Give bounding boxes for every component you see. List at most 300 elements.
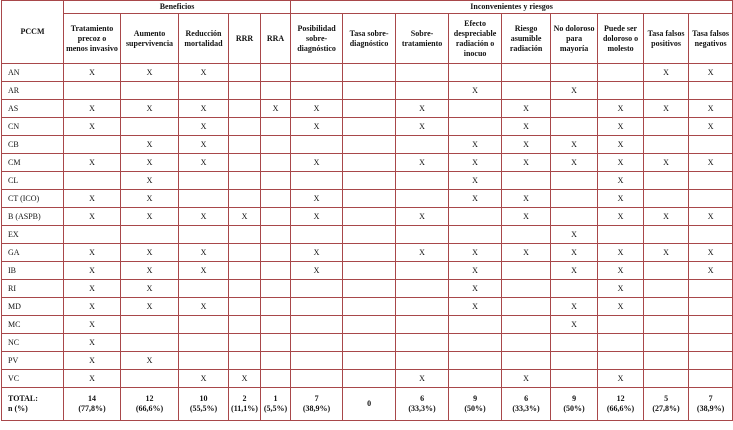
table-row: [2, 190, 733, 208]
table-cell: [343, 136, 396, 154]
table-cell: [343, 226, 396, 244]
table-cell: [343, 172, 396, 190]
table-cell: [689, 316, 733, 334]
table-cell: X: [449, 262, 502, 280]
table-cell: [343, 370, 396, 388]
table-cell: X: [502, 190, 551, 208]
table-cell: [449, 334, 502, 352]
table-cell: X: [502, 244, 551, 262]
table-cell: X: [551, 136, 598, 154]
total-count: 12: [616, 394, 625, 403]
table-cell: [644, 262, 689, 280]
table-cell: [644, 172, 689, 190]
table-cell: X: [689, 64, 733, 82]
table-cell: [64, 82, 121, 100]
table-cell: X: [64, 190, 121, 208]
table-cell: X: [598, 190, 644, 208]
table-cell: X: [551, 226, 598, 244]
total-row: [2, 388, 733, 421]
table-row: [2, 118, 733, 136]
row-label: NC: [2, 334, 64, 352]
table-cell: X: [449, 190, 502, 208]
table-cell: [343, 190, 396, 208]
table-cell: X: [64, 352, 121, 370]
risks-group-header: Inconvenientes y riesgos: [291, 1, 733, 14]
table-cell: [644, 298, 689, 316]
table-cell: X: [449, 136, 502, 154]
table-cell: [689, 136, 733, 154]
table-cell: X: [502, 370, 551, 388]
table-cell: [261, 244, 291, 262]
table-cell: [502, 172, 551, 190]
table-cell: [551, 352, 598, 370]
table-cell: [689, 280, 733, 298]
table-cell: X: [179, 100, 229, 118]
table-cell: X: [551, 262, 598, 280]
row-label: PV: [2, 352, 64, 370]
table-cell: X: [291, 262, 343, 280]
table-cell: [502, 280, 551, 298]
table-cell: X: [64, 118, 121, 136]
pccm-table: [1, 0, 733, 421]
total-percent: (38,9%): [696, 404, 725, 413]
table-cell: X: [551, 154, 598, 172]
table-cell: [502, 82, 551, 100]
table-cell: [502, 262, 551, 280]
table-cell: X: [121, 64, 179, 82]
column-header: Tasa falsos negativos: [689, 14, 733, 64]
table-cell: [396, 334, 449, 352]
table-cell: [291, 370, 343, 388]
total-percent: (66,6%): [606, 404, 635, 413]
table-cell: [449, 208, 502, 226]
table-cell: X: [689, 262, 733, 280]
table-cell: [343, 82, 396, 100]
table-cell: X: [598, 298, 644, 316]
table-cell: X: [449, 82, 502, 100]
table-cell: [644, 136, 689, 154]
table-cell: X: [121, 190, 179, 208]
total-cell: [598, 388, 644, 421]
table-cell: [689, 352, 733, 370]
table-cell: [644, 82, 689, 100]
table-cell: [502, 352, 551, 370]
table-cell: X: [121, 172, 179, 190]
table-cell: X: [179, 244, 229, 262]
total-count: 14: [88, 394, 96, 403]
table-cell: X: [64, 100, 121, 118]
table-cell: [343, 352, 396, 370]
table-cell: X: [396, 244, 449, 262]
table-cell: [291, 136, 343, 154]
table-cell: X: [64, 370, 121, 388]
total-cell: [261, 388, 291, 421]
total-cell: [343, 388, 396, 421]
row-label: GA: [2, 244, 64, 262]
table-cell: [229, 154, 261, 172]
column-header: RRR: [229, 14, 261, 64]
table-cell: X: [64, 334, 121, 352]
table-cell: X: [449, 244, 502, 262]
row-label: AR: [2, 82, 64, 100]
table-cell: X: [598, 280, 644, 298]
table-cell: X: [449, 172, 502, 190]
table-cell: X: [598, 136, 644, 154]
table-cell: X: [551, 82, 598, 100]
table-cell: [689, 226, 733, 244]
table-cell: [689, 82, 733, 100]
table-cell: [291, 82, 343, 100]
table-cell: X: [179, 136, 229, 154]
table-cell: [121, 226, 179, 244]
table-row: [2, 334, 733, 352]
total-count: 10: [199, 394, 208, 403]
table-cell: [689, 370, 733, 388]
table-cell: [343, 244, 396, 262]
total-cell: [179, 388, 229, 421]
table-cell: X: [598, 244, 644, 262]
table-cell: [229, 244, 261, 262]
table-cell: X: [64, 64, 121, 82]
table-cell: X: [644, 64, 689, 82]
table-cell: X: [689, 100, 733, 118]
table-cell: [644, 118, 689, 136]
table-cell: X: [64, 208, 121, 226]
table-cell: [449, 370, 502, 388]
table-cell: X: [64, 262, 121, 280]
table-cell: [689, 298, 733, 316]
total-percent: (55,5%): [189, 404, 218, 413]
total-label-line1: TOTAL:: [8, 394, 38, 403]
table-cell: [179, 82, 229, 100]
table-cell: [229, 100, 261, 118]
table-row: [2, 172, 733, 190]
table-cell: [343, 280, 396, 298]
table-cell: [291, 280, 343, 298]
table-cell: [598, 64, 644, 82]
table-cell: [261, 154, 291, 172]
table-cell: X: [64, 154, 121, 172]
column-header: Efecto despreciable radiación o inocuo: [449, 14, 502, 64]
table-cell: [449, 118, 502, 136]
table-cell: [179, 280, 229, 298]
table-cell: [598, 82, 644, 100]
table-cell: X: [449, 280, 502, 298]
total-cell: [64, 388, 121, 421]
table-cell: X: [689, 244, 733, 262]
table-row: [2, 226, 733, 244]
table-cell: [229, 262, 261, 280]
total-cell: [121, 388, 179, 421]
column-header: RRA: [261, 14, 291, 64]
table-cell: X: [261, 100, 291, 118]
table-cell: [291, 172, 343, 190]
column-header: Reducción mortalidad: [179, 14, 229, 64]
total-cell: [229, 388, 261, 421]
table-cell: [551, 64, 598, 82]
table-cell: [229, 334, 261, 352]
table-cell: [229, 172, 261, 190]
table-cell: X: [64, 244, 121, 262]
row-label: CT (ICO): [2, 190, 64, 208]
row-label: EX: [2, 226, 64, 244]
table-cell: X: [179, 64, 229, 82]
table-cell: X: [598, 262, 644, 280]
table-cell: [261, 190, 291, 208]
table-cell: [396, 64, 449, 82]
row-label: CM: [2, 154, 64, 172]
column-header: Puede ser doloroso o molesto: [598, 14, 644, 64]
table-cell: [644, 352, 689, 370]
table-cell: [449, 226, 502, 244]
benefits-group-header: Beneficios: [64, 1, 291, 14]
table-cell: [396, 352, 449, 370]
table-cell: [598, 352, 644, 370]
table-cell: [449, 316, 502, 334]
total-cell: [644, 388, 689, 421]
table-cell: X: [644, 244, 689, 262]
total-percent: (33,3%): [408, 404, 436, 413]
table-cell: [343, 100, 396, 118]
table-cell: X: [121, 298, 179, 316]
table-cell: [261, 280, 291, 298]
table-cell: X: [121, 244, 179, 262]
total-percent: (50%): [563, 404, 585, 413]
column-header: Tasa sobre-diagnóstico: [343, 14, 396, 64]
table-cell: [261, 370, 291, 388]
total-percent: (5,5%): [263, 404, 288, 413]
table-cell: X: [396, 208, 449, 226]
table-cell: [261, 334, 291, 352]
table-cell: [261, 208, 291, 226]
column-header: Sobre-tratamiento: [396, 14, 449, 64]
table-cell: X: [551, 244, 598, 262]
row-label: IB: [2, 262, 64, 280]
pccm-header: PCCM: [2, 1, 64, 64]
table-cell: X: [598, 172, 644, 190]
table-row: [2, 208, 733, 226]
table-cell: [261, 352, 291, 370]
table-cell: [261, 172, 291, 190]
table-cell: X: [502, 118, 551, 136]
table-cell: [343, 208, 396, 226]
column-header: Riesgo asumible radiación: [502, 14, 551, 64]
row-label: AS: [2, 100, 64, 118]
table-row: [2, 370, 733, 388]
table-cell: [229, 82, 261, 100]
table-cell: [644, 280, 689, 298]
total-percent: (50%): [464, 404, 486, 413]
table-cell: X: [689, 208, 733, 226]
table-cell: [121, 334, 179, 352]
table-cell: [261, 118, 291, 136]
table-cell: [179, 190, 229, 208]
table-cell: X: [121, 208, 179, 226]
table-cell: [261, 64, 291, 82]
column-header: Aumento supervivencia: [121, 14, 179, 64]
table-cell: [291, 316, 343, 334]
table-cell: X: [502, 136, 551, 154]
table-cell: X: [449, 154, 502, 172]
table-cell: X: [121, 136, 179, 154]
table-cell: X: [179, 118, 229, 136]
table-cell: X: [502, 154, 551, 172]
table-cell: [229, 226, 261, 244]
table-cell: [551, 370, 598, 388]
table-cell: X: [179, 154, 229, 172]
table-cell: [229, 190, 261, 208]
table-cell: [64, 136, 121, 154]
table-cell: [396, 280, 449, 298]
table-cell: X: [121, 154, 179, 172]
table-cell: [261, 82, 291, 100]
column-header: No doloroso para mayoría: [551, 14, 598, 64]
table-cell: X: [179, 262, 229, 280]
total-count: 7: [708, 394, 713, 403]
table-cell: [551, 208, 598, 226]
table-cell: [291, 226, 343, 244]
table-cell: [551, 118, 598, 136]
table-cell: [291, 352, 343, 370]
table-cell: X: [291, 190, 343, 208]
table-cell: X: [121, 352, 179, 370]
total-percent: (66,6%): [135, 404, 164, 413]
table-cell: [261, 262, 291, 280]
table-cell: [689, 334, 733, 352]
table-cell: [502, 298, 551, 316]
row-label: CL: [2, 172, 64, 190]
table-cell: X: [64, 316, 121, 334]
table-cell: [396, 298, 449, 316]
table-row: [2, 64, 733, 82]
table-cell: [449, 100, 502, 118]
table-cell: [229, 298, 261, 316]
table-cell: X: [229, 208, 261, 226]
table-cell: [229, 280, 261, 298]
table-cell: [644, 190, 689, 208]
table-cell: [551, 190, 598, 208]
table-row: [2, 136, 733, 154]
table-cell: [229, 118, 261, 136]
table-cell: [343, 118, 396, 136]
table-cell: [121, 370, 179, 388]
table-cell: [598, 226, 644, 244]
total-count: 6: [420, 394, 425, 403]
total-percent: (27,8%): [652, 404, 680, 413]
table-cell: [551, 334, 598, 352]
row-label: MC: [2, 316, 64, 334]
total-percent: (77,8%): [78, 404, 106, 413]
table-cell: X: [179, 370, 229, 388]
table-cell: X: [598, 100, 644, 118]
table-cell: [261, 298, 291, 316]
row-label: CN: [2, 118, 64, 136]
table-cell: [64, 226, 121, 244]
row-label: RI: [2, 280, 64, 298]
table-row: [2, 100, 733, 118]
table-cell: X: [644, 208, 689, 226]
table-cell: [229, 352, 261, 370]
total-percent: (33,3%): [512, 404, 540, 413]
table-cell: [291, 64, 343, 82]
table-cell: X: [291, 154, 343, 172]
total-count: 2: [242, 394, 247, 403]
table-cell: X: [396, 154, 449, 172]
table-cell: X: [121, 280, 179, 298]
table-cell: [502, 64, 551, 82]
row-label: MD: [2, 298, 64, 316]
table-cell: [261, 136, 291, 154]
table-cell: [396, 190, 449, 208]
table-cell: X: [551, 316, 598, 334]
table-cell: [396, 316, 449, 334]
table-cell: X: [229, 370, 261, 388]
table-cell: X: [179, 298, 229, 316]
table-cell: X: [598, 118, 644, 136]
table-cell: [396, 226, 449, 244]
table-cell: [229, 64, 261, 82]
table-cell: X: [64, 298, 121, 316]
total-label: [2, 388, 64, 421]
row-label: VC: [2, 370, 64, 388]
total-cell: [551, 388, 598, 421]
table-cell: X: [598, 370, 644, 388]
table-cell: [343, 316, 396, 334]
table-cell: X: [598, 208, 644, 226]
table-cell: [179, 172, 229, 190]
table-cell: X: [291, 118, 343, 136]
table-cell: X: [396, 370, 449, 388]
total-percent: (11,1%): [231, 404, 258, 413]
table-cell: X: [64, 280, 121, 298]
total-count: 9: [473, 394, 478, 403]
table-cell: [449, 352, 502, 370]
total-cell: [396, 388, 449, 421]
table-cell: [551, 172, 598, 190]
table-cell: [396, 136, 449, 154]
table-cell: X: [396, 118, 449, 136]
table-cell: [343, 154, 396, 172]
table-cell: [644, 370, 689, 388]
table-row: [2, 244, 733, 262]
table-cell: [502, 316, 551, 334]
table-row: [2, 298, 733, 316]
table-cell: X: [644, 100, 689, 118]
total-count: 12: [145, 394, 154, 403]
total-percent: (38,9%): [302, 404, 331, 413]
table-row: [2, 352, 733, 370]
table-cell: X: [689, 118, 733, 136]
row-label: B (ASPB): [2, 208, 64, 226]
table-cell: [229, 316, 261, 334]
table-cell: [598, 316, 644, 334]
table-cell: [689, 190, 733, 208]
table-cell: [644, 334, 689, 352]
table-cell: X: [291, 244, 343, 262]
total-count: 7: [314, 394, 319, 403]
total-count: 1: [273, 394, 278, 403]
table-cell: [261, 316, 291, 334]
row-label: AN: [2, 64, 64, 82]
total-label-line2: n (%): [8, 404, 28, 413]
table-cell: [121, 118, 179, 136]
table-cell: [644, 316, 689, 334]
table-cell: [343, 298, 396, 316]
total-count: 0: [367, 399, 372, 408]
table-cell: [179, 316, 229, 334]
table-cell: X: [502, 208, 551, 226]
table-row: [2, 154, 733, 172]
